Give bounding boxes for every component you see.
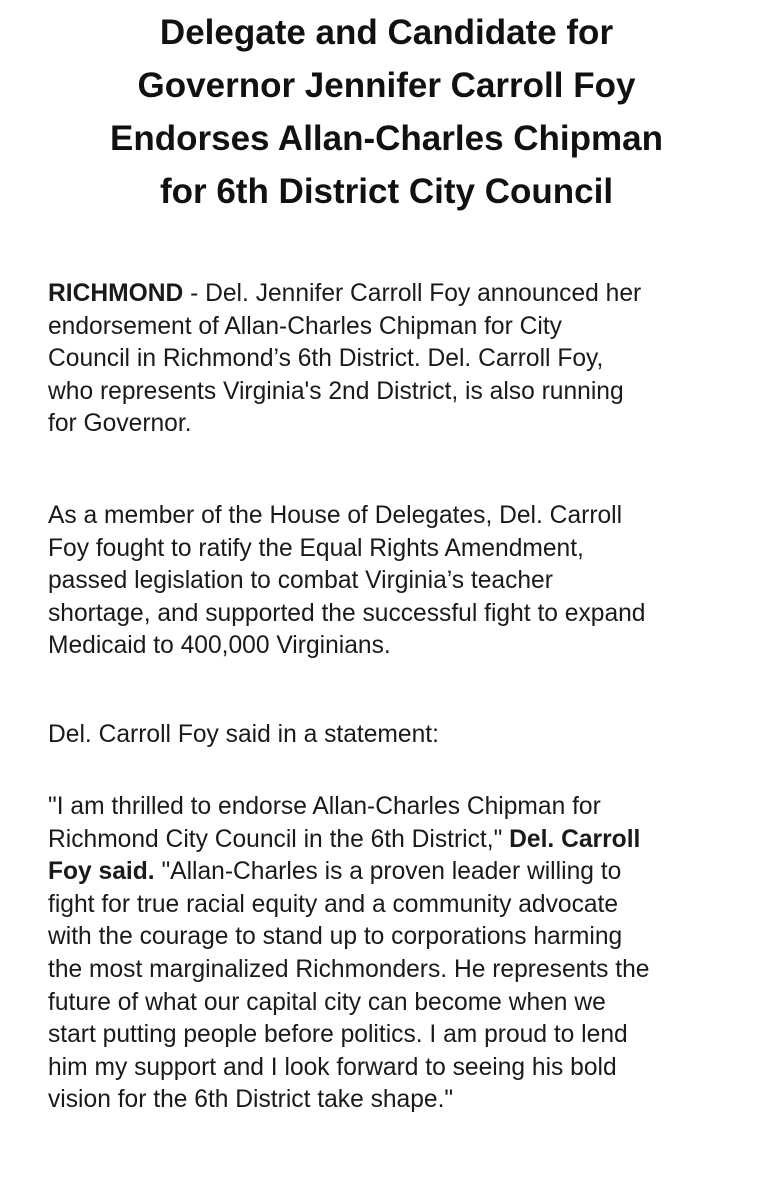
- paragraph-text: Richmond City Council in the 6th District,": [48, 825, 510, 853]
- dateline: RICHMOND: [48, 280, 184, 307]
- headline-line: for 6th District City Council: [159, 172, 614, 211]
- statement-intro-paragraph: [48, 719, 738, 752]
- paragraph-text: - Del. Jennifer Carroll Foy announced her: [183, 280, 642, 307]
- paragraph-line: [48, 824, 738, 857]
- headline-line: Delegate and Candidate for: [159, 13, 614, 52]
- headline: [40, 6, 733, 218]
- headline-line: Governor Jennifer Carroll Foy: [137, 66, 636, 105]
- paragraph-line: passed legislation to combat Virginia’s teacher: [48, 567, 553, 595]
- paragraph-line: vision for the 6th District take shape.": [48, 1086, 454, 1114]
- paragraph-line: shortage, and supported the successful fight to expand: [48, 599, 646, 627]
- paragraph-line: the most marginalized Richmonders. He represents the: [48, 955, 650, 983]
- paragraph-line: fight for true racial equity and a community advocate: [48, 890, 619, 918]
- paragraph-line: [48, 278, 738, 311]
- paragraph-line: with the courage to stand up to corporations harming: [48, 923, 623, 951]
- record-paragraph: [48, 500, 738, 663]
- paragraph-line: Medicaid to 400,000 Virginians.: [48, 632, 391, 660]
- attribution: Del. Carroll: [509, 825, 641, 853]
- paragraph-line: Del. Carroll Foy said in a statement:: [48, 721, 439, 748]
- paragraph-text: "Allan-Charles is a proven leader willing to: [154, 858, 622, 886]
- paragraph-line: start putting people before politics. I am proud to lend: [48, 1021, 628, 1049]
- paragraph-line: future of what our capital city can become when we: [48, 988, 606, 1016]
- paragraph-line: who represents Virginia's 2nd District, is also running: [48, 377, 624, 405]
- paragraph-line: "I am thrilled to endorse Allan-Charles Chipman for: [48, 793, 601, 820]
- paragraph-line: him my support and I look forward to seeing his bold: [48, 1053, 617, 1081]
- quote-paragraph: [48, 791, 738, 1117]
- paragraph-line: Foy fought to ratify the Equal Rights Amendment,: [48, 534, 584, 562]
- attribution: Foy said.: [48, 858, 155, 886]
- paragraph-line: [48, 856, 738, 889]
- paragraph-line: Council in Richmond’s 6th District. Del. Carroll Foy,: [48, 345, 604, 373]
- headline-line: Endorses Allan-Charles Chipman: [110, 119, 663, 158]
- paragraph-line: for Governor.: [48, 410, 192, 438]
- paragraph-line: endorsement of Allan-Charles Chipman for City: [48, 312, 562, 340]
- intro-paragraph: [48, 278, 738, 441]
- paragraph-line: As a member of the House of Delegates, Del. Carroll: [48, 502, 623, 529]
